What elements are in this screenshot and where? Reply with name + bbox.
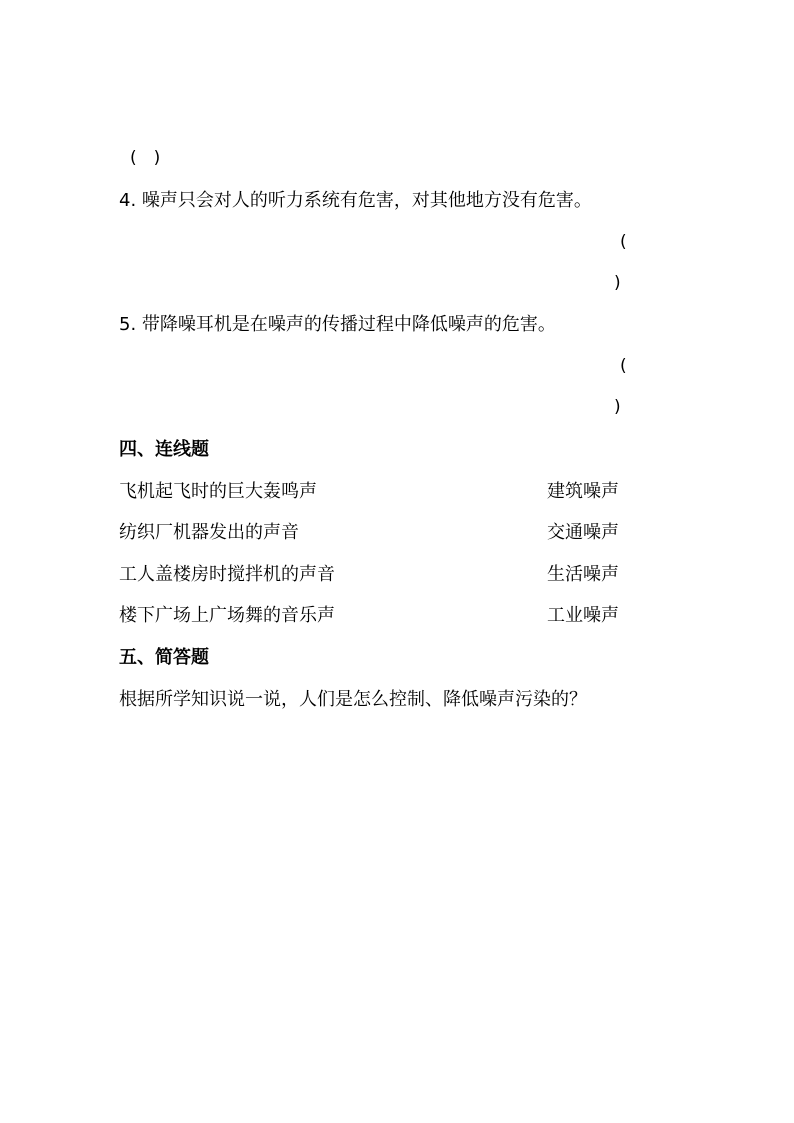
match-left-item-1: 飞机起飞时的巨大轰鸣声 [119,481,317,502]
q4-paren-close: ) [614,273,621,293]
match-left-item-4: 楼下广场上广场舞的音乐声 [119,605,335,626]
q5-paren-open: ( [620,356,627,376]
match-right-item-1: 建筑噪声 [547,481,619,502]
match-right-item-3: 生活噪声 [547,564,619,585]
match-left-item-2: 纺织厂机器发出的声音 [119,522,299,543]
match-left-item-3: 工人盖楼房时搅拌机的声音 [119,564,335,585]
section5-heading: 五、简答题 [119,647,209,668]
match-right-item-4: 工业噪声 [547,605,619,626]
section4-heading: 四、连线题 [119,439,209,460]
q5-paren-close: ) [614,397,621,417]
match-right-item-2: 交通噪声 [547,522,619,543]
q4-paren-open: ( [620,232,627,252]
q4-text: 4. 噪声只会对人的听力系统有危害，对其他地方没有危害。 [119,190,592,211]
q3-answer-paren: ( ) [130,148,161,168]
section5-question: 根据所学知识说一说，人们是怎么控制、降低噪声污染的？ [119,689,587,710]
q5-text: 5. 带降噪耳机是在噪声的传播过程中降低噪声的危害。 [119,314,556,335]
